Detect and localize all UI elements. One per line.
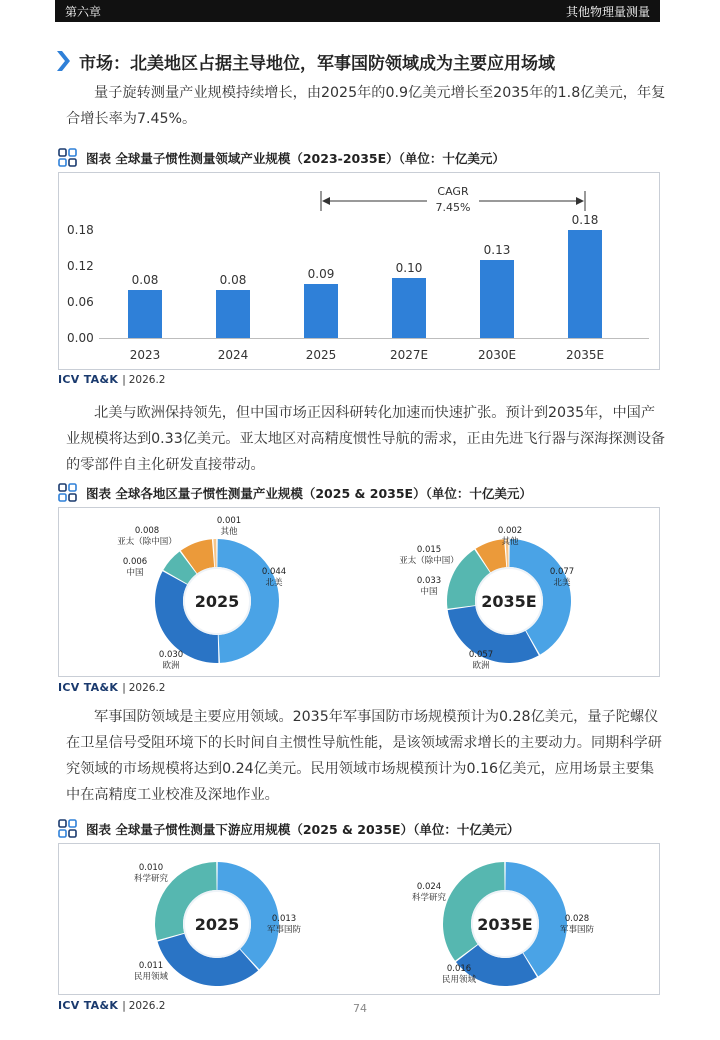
slice-label <box>469 650 493 671</box>
icv-logo: ICV TA&K <box>58 373 119 386</box>
slice-label <box>417 576 441 597</box>
bar-value-label: 0.09 <box>307 267 335 281</box>
slice-value: 0.002 <box>497 526 523 536</box>
figure-3-source: ICV TA&K | 2026.2 <box>58 999 166 1012</box>
source-date: 2026.2 <box>128 999 166 1012</box>
slice-value: 0.024 <box>416 882 442 892</box>
bar <box>392 278 426 338</box>
slice-name: 中国 <box>126 568 144 578</box>
slice-value: 0.028 <box>564 914 590 924</box>
slice-name: 欧洲 <box>472 661 490 671</box>
slice-value: 0.033 <box>416 576 442 586</box>
slice-name: 中国 <box>420 587 438 597</box>
arrow-left-icon <box>322 197 330 205</box>
donut-center-label: 2025 <box>194 592 240 611</box>
paragraph-2-text: 北美与欧洲保持领先，但中国市场正因科研转化加速而快速扩张。预计到2035年，中国产业规模将达到0.33亿美元。亚太地区对高精度惯性导航的需求，正由先进飞行器与深海探测设备的零部件自主化研发直接带动。 <box>66 405 666 473</box>
chart-icon <box>58 483 78 503</box>
slice-value: 0.057 <box>468 650 494 660</box>
slice-value: 0.044 <box>261 567 287 577</box>
bar <box>216 290 250 338</box>
slice-label <box>217 516 241 537</box>
figure-3-title-text: 图表 全球量子惯性测量下游应用规模（2025 & 2035E）（单位：十亿美元） <box>86 822 520 837</box>
page-header <box>55 0 660 22</box>
paragraph-3 <box>66 704 666 808</box>
slice-value: 0.001 <box>216 516 242 526</box>
donut-chart-application-2035 <box>359 844 659 994</box>
slice-value: 0.015 <box>416 545 442 555</box>
slice-value: 0.010 <box>138 863 164 873</box>
slice-label <box>123 557 147 578</box>
x-tick-label: 2025 <box>305 348 337 362</box>
paragraph-1 <box>66 80 666 132</box>
icv-logo: ICV TA&K <box>58 681 119 694</box>
slice-value: 0.006 <box>122 557 148 567</box>
page-number: 74 <box>353 1002 367 1015</box>
bar <box>568 230 602 338</box>
y-tick-label: 0.12 <box>67 259 94 273</box>
chart-icon <box>58 148 78 168</box>
y-tick-label: 0.00 <box>67 331 94 345</box>
x-tick-label: 2023 <box>129 348 161 362</box>
slice-label <box>550 567 574 588</box>
figure-2-panel <box>58 507 660 677</box>
slice-name: 民用领域 <box>133 972 169 982</box>
arrow-right-icon <box>576 197 584 205</box>
slice-label <box>560 914 595 935</box>
slice-value: 0.077 <box>549 567 575 577</box>
x-tick-label: 2027E <box>389 348 429 362</box>
slice-name: 军事国防 <box>559 925 595 935</box>
bar-value-label: 0.10 <box>395 261 423 275</box>
slice-value: 0.008 <box>134 526 160 536</box>
donut-center-label: 2035E <box>481 592 537 611</box>
paragraph-2 <box>66 400 666 478</box>
slice-label <box>117 526 177 547</box>
bar-value-label: 0.08 <box>219 273 247 287</box>
slice-label <box>134 961 169 982</box>
slice-value: 0.030 <box>158 650 184 660</box>
section-title-text: 市场：北美地区占据主导地位，军事国防领域成为主要应用场域 <box>79 53 555 74</box>
slice-name: 科学研究 <box>133 874 169 884</box>
slice-label <box>399 545 459 566</box>
source-date: 2026.2 <box>128 373 166 386</box>
slice-label <box>262 567 286 588</box>
figure-1-source: ICV TA&K | 2026.2 <box>58 373 166 386</box>
x-tick-label: 2030E <box>477 348 517 362</box>
source-date: 2026.2 <box>128 681 166 694</box>
chart-icon <box>58 819 78 839</box>
slice-name: 北美 <box>265 578 283 588</box>
cagr-value: 7.45% <box>435 201 471 214</box>
slice-name: 亚太（除中国） <box>399 556 459 566</box>
figure-1-title <box>58 147 505 169</box>
figure-2-source: ICV TA&K | 2026.2 <box>58 681 166 694</box>
slice-label <box>412 882 447 903</box>
section-label: 其他物理量测量 <box>565 4 650 19</box>
slice-value: 0.013 <box>271 914 297 924</box>
donut-center-label: 2035E <box>477 915 533 934</box>
slice-label <box>267 914 302 935</box>
figure-2-title-text: 图表 全球各地区量子惯性测量产业规模（2025 & 2035E）（单位：十亿美元） <box>86 486 532 501</box>
slice-name: 科学研究 <box>411 893 447 903</box>
donut-chart-application-2025 <box>59 844 359 994</box>
y-tick-label: 0.06 <box>67 295 94 309</box>
x-tick-label: 2024 <box>217 348 249 362</box>
bar-chart <box>59 173 659 369</box>
section-title <box>55 47 675 75</box>
figure-3-panel <box>58 843 660 995</box>
slice-name: 其他 <box>220 527 238 537</box>
slice-name: 军事国防 <box>266 925 302 935</box>
slice-name: 欧洲 <box>162 661 180 671</box>
bar-value-label: 0.13 <box>483 243 511 257</box>
slice-label <box>134 863 169 884</box>
slice-value: 0.011 <box>138 961 164 971</box>
slice-value: 0.016 <box>446 964 472 974</box>
donut-chart-region-2035 <box>359 508 659 676</box>
bar <box>304 284 338 338</box>
x-tick-label: 2035E <box>565 348 605 362</box>
bar <box>128 290 162 338</box>
donut-chart-region-2025 <box>59 508 359 676</box>
donut-center-label: 2025 <box>194 915 240 934</box>
figure-1-panel <box>58 172 660 370</box>
paragraph-3-text: 军事国防领域是主要应用领域。2035年军事国防市场规模预计为0.28亿美元，量子陀螺仪在卫星信号受阻环境下的长时间自主惯性导航性能，是该领域需求增长的主要动力。同期科学研究领域的市场规模将达到0.24亿美元。民用领域市场规模预计为0.16亿美元，应用场景主要集中在高精度工业校准及深地作业。 <box>66 709 662 803</box>
icv-logo: ICV TA&K <box>58 999 119 1012</box>
chapter-label: 第六章 <box>65 4 102 19</box>
bar <box>480 260 514 338</box>
bar-value-label: 0.18 <box>571 213 599 227</box>
figure-3-title <box>58 818 519 840</box>
donut-slice <box>213 539 216 567</box>
slice-name: 亚太（除中国） <box>117 537 177 547</box>
slice-name: 其他 <box>501 537 519 547</box>
bar-value-label: 0.08 <box>131 273 159 287</box>
figure-1-title-text: 图表 全球量子惯性测量领域产业规模（2023-2035E）（单位：十亿美元） <box>86 151 505 166</box>
cagr-label: CAGR <box>437 185 469 198</box>
slice-label <box>159 650 183 671</box>
slice-name: 民用领域 <box>441 975 477 985</box>
figure-2-title <box>58 482 532 504</box>
slice-name: 北美 <box>553 578 571 588</box>
chevron-right-icon <box>55 49 71 73</box>
y-tick-label: 0.18 <box>67 223 94 237</box>
paragraph-1-text: 量子旋转测量产业规模持续增长，由2025年的0.9亿美元增长至2035年的1.8亿美元，年复合增长率为7.45%。 <box>66 85 666 127</box>
